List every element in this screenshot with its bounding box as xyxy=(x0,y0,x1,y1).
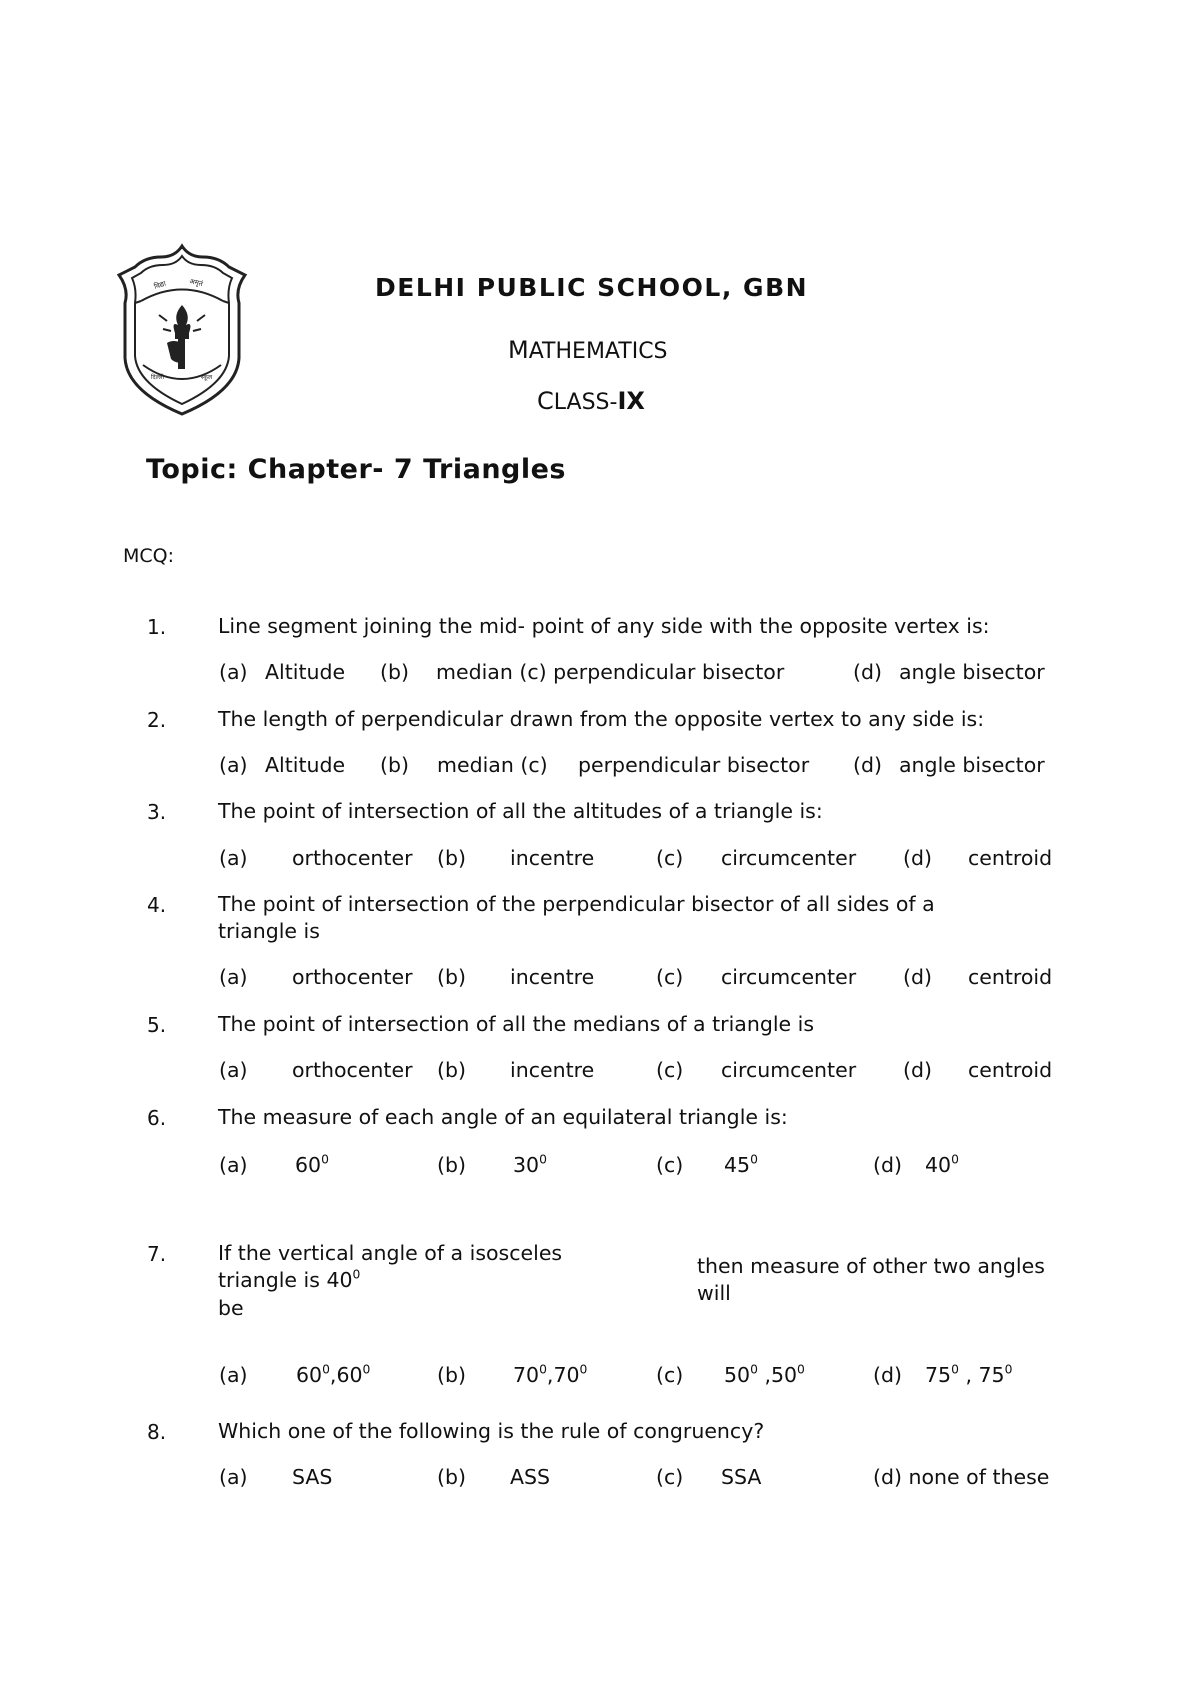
question-number: 8. xyxy=(147,1420,167,1444)
class-title-initial: C xyxy=(537,387,554,415)
question-number: 1. xyxy=(147,615,167,639)
option-label: (d) xyxy=(903,1058,933,1082)
degree-mark: 0 xyxy=(750,1152,758,1167)
option-label: (d) xyxy=(853,660,883,684)
option-text: incentre xyxy=(510,965,595,989)
angle-value: 50 xyxy=(724,1363,751,1387)
degree-mark: 0 xyxy=(951,1152,959,1167)
degree-mark: 0 xyxy=(1004,1362,1013,1377)
option-label: (c) xyxy=(656,1058,684,1082)
option-label: (a) xyxy=(219,660,248,684)
subject-title-initial: M xyxy=(508,336,529,364)
angle-value: ,60 xyxy=(329,1363,363,1387)
option-text xyxy=(724,1363,805,1387)
degree-mark: 0 xyxy=(539,1152,547,1167)
option-label: (b) xyxy=(380,660,410,684)
option-text: centroid xyxy=(968,1058,1053,1082)
option-text: angle bisector xyxy=(899,660,1045,684)
option-label: (a) xyxy=(219,1153,248,1177)
option-text xyxy=(724,1153,758,1177)
topic-heading: Topic: Chapter- 7 Triangles xyxy=(146,454,567,485)
option-text: circumcenter xyxy=(721,965,857,989)
class-title-mid: LASS- xyxy=(553,390,618,415)
option-text: median (c) perpendicular bisector xyxy=(436,660,785,684)
class-title-level: IX xyxy=(617,387,645,415)
degree-mark: 0 xyxy=(352,1267,361,1282)
option-label: (a) xyxy=(219,1363,248,1387)
option-label: (b) xyxy=(437,1363,467,1387)
option-label: (a) xyxy=(219,1465,248,1489)
option-label: (b) xyxy=(437,1153,467,1177)
question-text-fragment: triangle is 40 xyxy=(218,1268,353,1292)
degree-mark: 0 xyxy=(951,1362,959,1377)
question-text-line: will xyxy=(697,1281,731,1305)
option-text: centroid xyxy=(968,846,1053,870)
option-label: (a) xyxy=(219,1058,248,1082)
option-label: (b) xyxy=(437,1465,467,1489)
option-text: Altitude xyxy=(265,753,346,777)
question-number: 3. xyxy=(147,800,167,824)
svg-text:अमृतं: अमृतं xyxy=(188,277,204,289)
question-number: 6. xyxy=(147,1106,167,1130)
question-text-line: The point of intersection of the perpendicular bisector of all sides of a xyxy=(218,892,935,916)
degree-mark: 0 xyxy=(321,1152,329,1167)
question-text: The length of perpendicular drawn from the opposite vertex to any side is: xyxy=(218,707,985,731)
degree-mark: 0 xyxy=(750,1362,758,1377)
question-text: Line segment joining the mid- point of any side with the opposite vertex is: xyxy=(218,614,990,638)
option-label: (b) xyxy=(437,1058,467,1082)
question-text: The point of intersection of all the medians of a triangle is xyxy=(218,1012,815,1036)
question-number: 4. xyxy=(147,893,167,917)
option-label: (b) xyxy=(380,753,410,777)
mcq-label: MCQ: xyxy=(123,545,175,567)
option-text: orthocenter xyxy=(292,1058,413,1082)
option-text: centroid xyxy=(968,965,1053,989)
option-text xyxy=(513,1153,547,1177)
option-label: (b) xyxy=(437,965,467,989)
school-name: DELHI PUBLIC SCHOOL, GBN xyxy=(375,273,809,302)
option-text: angle bisector xyxy=(899,753,1045,777)
option-text xyxy=(295,1153,329,1177)
option-text: perpendicular bisector xyxy=(578,753,810,777)
option-label: (c) xyxy=(656,1153,684,1177)
option-text: Altitude xyxy=(265,660,346,684)
question-text-line: If the vertical angle of a isosceles xyxy=(218,1241,563,1265)
option-text: orthocenter xyxy=(292,965,413,989)
question-text: The measure of each angle of an equilateral triangle is: xyxy=(218,1105,788,1129)
angle-value: ,50 xyxy=(757,1363,798,1387)
question-text: The point of intersection of all the altitudes of a triangle is: xyxy=(218,799,823,823)
option-text xyxy=(925,1153,959,1177)
angle-value: 75 xyxy=(925,1363,952,1387)
option-label: (a) xyxy=(219,965,248,989)
option-text: orthocenter xyxy=(292,846,413,870)
option-label: (b) xyxy=(437,846,467,870)
option-text xyxy=(513,1363,587,1387)
option-label: (c) xyxy=(656,1363,684,1387)
option-label: (a) xyxy=(219,753,248,777)
option-label: (d) xyxy=(873,1363,903,1387)
angle-value: 60 xyxy=(296,1363,323,1387)
angle-value: 30 xyxy=(513,1153,540,1177)
option-label: (a) xyxy=(219,846,248,870)
degree-mark: 0 xyxy=(539,1362,547,1377)
school-crest-icon xyxy=(115,243,249,417)
option-label: (d) xyxy=(873,1153,903,1177)
option-text: median (c) xyxy=(437,753,548,777)
option-label: (c) xyxy=(656,965,684,989)
degree-mark: 0 xyxy=(322,1362,330,1377)
option-text: incentre xyxy=(510,1058,595,1082)
question-number: 5. xyxy=(147,1013,167,1037)
option-text xyxy=(925,1363,1012,1387)
option-text xyxy=(296,1363,370,1387)
option-text: incentre xyxy=(510,846,595,870)
degree-mark: 0 xyxy=(579,1362,588,1377)
angle-value: 40 xyxy=(925,1153,952,1177)
question-number: 7. xyxy=(147,1242,167,1266)
degree-mark: 0 xyxy=(362,1362,371,1377)
option-label: (d) xyxy=(903,846,933,870)
svg-text:स्कूल: स्कूल xyxy=(201,374,213,381)
svg-text:विद्या: विद्या xyxy=(153,279,167,291)
question-text: Which one of the following is the rule of congruency? xyxy=(218,1419,765,1443)
subject-title xyxy=(508,336,668,364)
option-text: ASS xyxy=(510,1465,551,1489)
question-text-line: then measure of other two angles xyxy=(697,1254,1045,1278)
svg-text:दिल्ली: दिल्ली xyxy=(151,374,165,381)
option-label: (c) xyxy=(656,1465,684,1489)
question-text-line xyxy=(218,1268,360,1292)
question-number: 2. xyxy=(147,708,167,732)
option-text: circumcenter xyxy=(721,846,857,870)
option-text: (d) none of these xyxy=(873,1465,1050,1489)
class-title xyxy=(537,387,645,415)
angle-value: ,70 xyxy=(546,1363,580,1387)
option-text: circumcenter xyxy=(721,1058,857,1082)
angle-value: 70 xyxy=(513,1363,540,1387)
angle-value: 60 xyxy=(295,1153,322,1177)
angle-value: 45 xyxy=(724,1153,751,1177)
option-text: SSA xyxy=(721,1465,762,1489)
degree-mark: 0 xyxy=(797,1362,805,1377)
option-text: SAS xyxy=(292,1465,333,1489)
option-label: (c) xyxy=(656,846,684,870)
option-label: (d) xyxy=(853,753,883,777)
question-text-line: triangle is xyxy=(218,919,320,943)
angle-value: , 75 xyxy=(958,1363,1005,1387)
option-label: (d) xyxy=(903,965,933,989)
question-text-line: be xyxy=(218,1296,244,1320)
subject-title-rest: ATHEMATICS xyxy=(528,339,668,364)
